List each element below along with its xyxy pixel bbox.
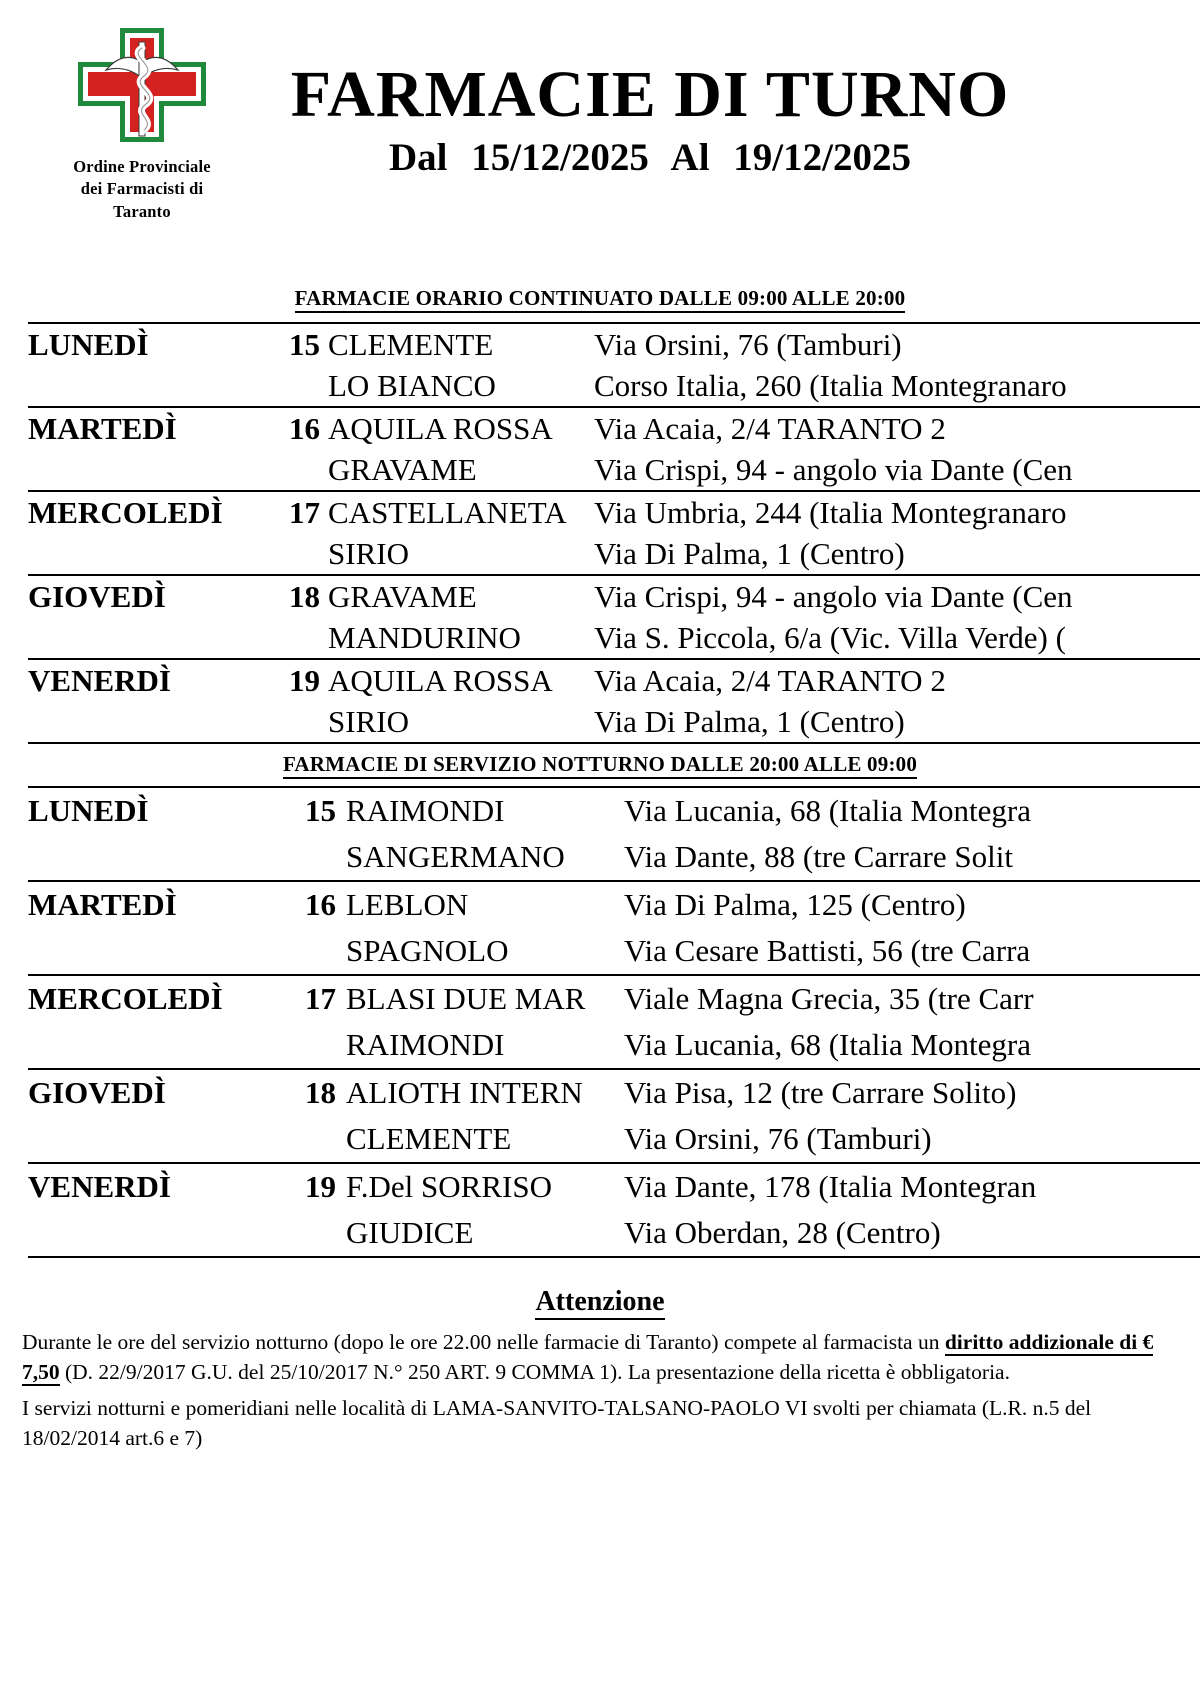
pharmacy-address: Corso Italia, 260 (Italia Montegranaro (594, 368, 1067, 403)
day-label: GIOVEDÌ (28, 1075, 166, 1110)
pharmacy-name: CLEMENTE (346, 1121, 512, 1156)
day-number: 17 (305, 981, 336, 1016)
pharmacy-name: GRAVAME (328, 452, 477, 487)
day-label: MERCOLEDÌ (28, 495, 223, 530)
pharmacy-address: Via Dante, 88 (tre Carrare Solit (624, 839, 1013, 874)
pharmacy-address: Via Pisa, 12 (tre Carrare Solito) (624, 1075, 1017, 1110)
document-header (0, 0, 1200, 272)
pharmacy-address: Via Oberdan, 28 (Centro) (624, 1215, 941, 1250)
pharmacy-address: Via S. Piccola, 6/a (Vic. Villa Verde) ( (594, 620, 1066, 655)
logo-caption (52, 156, 232, 223)
attention-p1-part-a: Durante le ore del servizio notturno (dopo le ore 22.00 nelle farmacie di Taranto) compete al farmacista un (22, 1330, 945, 1354)
pharmacy-address: Via Orsini, 76 (Tamburi) (624, 1121, 932, 1156)
date-prefix-label: Dal (389, 136, 448, 180)
logo-caption-line-1: Ordine Provinciale (73, 157, 211, 176)
date-mid-label: Al (670, 136, 710, 180)
table-row (28, 1163, 1200, 1257)
pharmacy-address: Via Crispi, 94 - angolo via Dante (Cen (594, 452, 1073, 487)
day-label: GIOVEDÌ (28, 579, 166, 614)
pharmacy-address: Via Dante, 178 (Italia Montegran (624, 1169, 1037, 1204)
attention-fee-highlight: diritto addizionale di € 7,50 (22, 1330, 1154, 1384)
night-schedule-table (28, 786, 1200, 1258)
pharmacy-name: SANGERMANO (346, 839, 565, 874)
day-label: MARTEDÌ (28, 411, 177, 446)
pharmacy-name: CASTELLANETA (328, 495, 567, 530)
pharmacy-name: AQUILA ROSSA (328, 411, 553, 446)
day-label: VENERDÌ (28, 663, 171, 698)
table-row (28, 659, 1200, 743)
section-daytime-heading-text: FARMACIE ORARIO CONTINUATO DALLE 09:00 ALLE 20:00 (295, 286, 906, 313)
table-row (28, 407, 1200, 491)
day-label: MERCOLEDÌ (28, 981, 223, 1016)
pharmacy-name: F.Del SORRISO (346, 1169, 552, 1204)
pharmacy-address: Via Di Palma, 125 (Centro) (624, 887, 966, 922)
pharmacy-name: AQUILA ROSSA (328, 663, 553, 698)
attention-p1-part-c: (D. 22/9/2017 G.U. del 25/10/2017 N.° 250 ART. 9 COMMA 1). La presentazione della ricetta è obbligatoria. (59, 1359, 1010, 1384)
pharmacy-name: MANDURINO (328, 620, 521, 655)
table-row (28, 975, 1200, 1069)
day-label: VENERDÌ (28, 1169, 171, 1204)
pharmacy-name: BLASI DUE MAR (346, 981, 586, 1016)
pharmacy-name: RAIMONDI (346, 793, 505, 828)
pharmacy-name: GIUDICE (346, 1215, 474, 1250)
section-night (0, 744, 1200, 786)
table-row (28, 881, 1200, 975)
date-range (255, 135, 1045, 182)
attention-title (22, 1286, 1178, 1318)
pharmacy-name: LEBLON (346, 887, 469, 922)
section-daytime (0, 272, 1200, 322)
pharmacy-address: Via Orsini, 76 (Tamburi) (594, 327, 902, 362)
pharmacy-address: Via Acaia, 2/4 TARANTO 2 (594, 411, 946, 446)
logo-caption-line-2: dei Farmacisti di (80, 179, 204, 199)
day-label: MARTEDÌ (28, 887, 177, 922)
day-number: 18 (305, 1075, 336, 1110)
pharmacy-name: ALIOTH INTERN (346, 1075, 583, 1110)
section-night-heading-text: FARMACIE DI SERVIZIO NOTTURNO DALLE 20:00 ALLE 09:00 (283, 752, 917, 779)
pharmacy-address: Via Lucania, 68 (Italia Montegra (624, 793, 1031, 828)
attention-paragraph-2: I servizi notturni e pomeridiani nelle località di LAMA-SANVITO-TALSANO-PAOLO VI svolti per chiamata (L.R. n.5 del 18/02/2014 art.6 e 7) (22, 1396, 1092, 1450)
table-row (28, 575, 1200, 659)
pharmacy-address: Via Crispi, 94 - angolo via Dante (Cen (594, 579, 1073, 614)
logo-block (52, 22, 232, 223)
pharmacy-name: SIRIO (328, 704, 409, 739)
table-row (28, 491, 1200, 575)
title-block (255, 60, 1045, 182)
pharmacy-address: Via Umbria, 244 (Italia Montegranaro (594, 495, 1067, 530)
date-from: 15/12/2025 (471, 136, 649, 180)
pharmacy-cross-caduceus-icon (72, 22, 212, 150)
day-number: 19 (289, 663, 320, 698)
pharmacy-name: CLEMENTE (328, 327, 494, 362)
section-night-heading (0, 752, 1200, 779)
pharmacy-address: Via Acaia, 2/4 TARANTO 2 (594, 663, 946, 698)
day-number: 18 (289, 579, 320, 614)
page-title: FARMACIE DI TURNO (290, 58, 1010, 131)
day-number: 16 (289, 411, 320, 446)
day-label: LUNEDÌ (28, 793, 149, 828)
daytime-schedule-table (28, 322, 1200, 744)
pharmacy-name: GRAVAME (328, 579, 477, 614)
pharmacy-name: RAIMONDI (346, 1027, 505, 1062)
table-row (28, 787, 1200, 881)
pharmacy-address: Via Di Palma, 1 (Centro) (594, 704, 905, 739)
attention-title-text: Attenzione (535, 1286, 664, 1320)
table-row (28, 323, 1200, 407)
day-number: 15 (305, 793, 336, 828)
day-number: 15 (289, 327, 320, 362)
attention-paragraph-1 (22, 1328, 1178, 1387)
pharmacy-address: Via Di Palma, 1 (Centro) (594, 536, 905, 571)
pharmacy-name: LO BIANCO (328, 368, 496, 403)
day-number: 17 (289, 495, 320, 530)
pharmacy-address: Viale Magna Grecia, 35 (tre Carr (624, 981, 1034, 1016)
day-number: 19 (305, 1169, 336, 1204)
attention-section (0, 1286, 1200, 1454)
pharmacy-address: Via Lucania, 68 (Italia Montegra (624, 1027, 1031, 1062)
pharmacy-address: Via Cesare Battisti, 56 (tre Carra (624, 933, 1031, 968)
date-to: 19/12/2025 (733, 136, 911, 180)
day-number: 16 (305, 887, 336, 922)
section-daytime-heading (0, 286, 1200, 313)
pharmacy-name: SPAGNOLO (346, 933, 509, 968)
logo-caption-line-3: Taranto (113, 201, 171, 221)
table-row (28, 1069, 1200, 1163)
day-label: LUNEDÌ (28, 327, 149, 362)
pharmacy-name: SIRIO (328, 536, 409, 571)
